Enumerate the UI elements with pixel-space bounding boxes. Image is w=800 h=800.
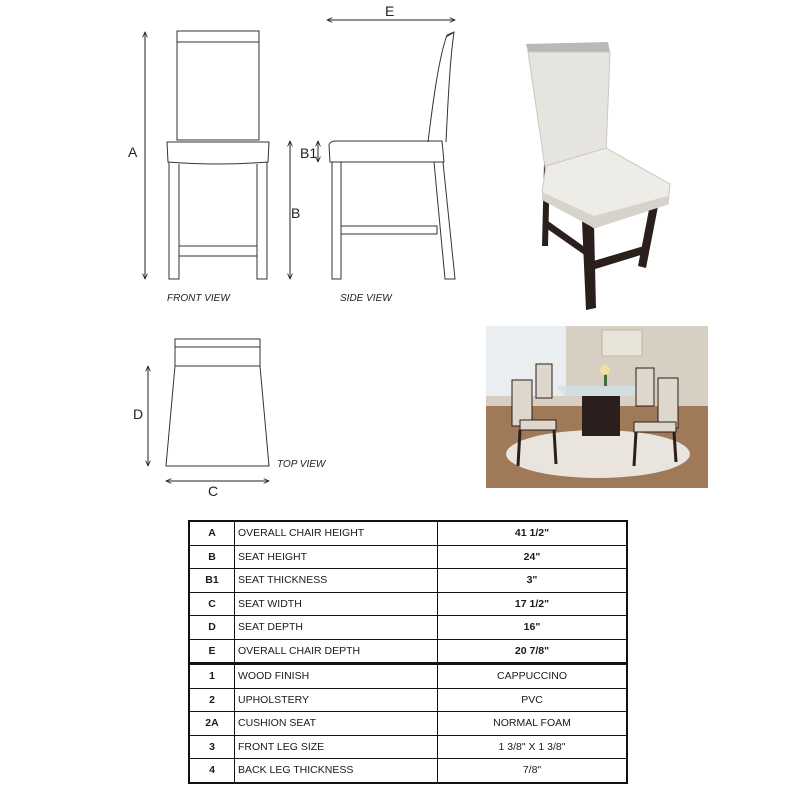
- table-row: [189, 759, 627, 783]
- spec-code: D: [189, 616, 235, 640]
- spec-label: OVERALL CHAIR DEPTH: [235, 639, 438, 664]
- top-view-label: TOP VIEW: [277, 459, 326, 470]
- side-view-label: SIDE VIEW: [340, 293, 392, 304]
- table-row: [189, 712, 627, 736]
- spec-value: NORMAL FOAM: [438, 712, 628, 736]
- spec-value: 1 3/8" X 1 3/8": [438, 735, 628, 759]
- spec-code: 2: [189, 688, 235, 712]
- spec-label: BACK LEG THICKNESS: [235, 759, 438, 783]
- spec-value: 7/8": [438, 759, 628, 783]
- dimension-c: [166, 481, 269, 499]
- table-row: [189, 664, 627, 689]
- spec-code: 4: [189, 759, 235, 783]
- table-row: [189, 639, 627, 664]
- dimension-e: [327, 3, 455, 20]
- front-view-label: FRONT VIEW: [167, 293, 230, 304]
- spec-value: 16": [438, 616, 628, 640]
- spec-label: SEAT WIDTH: [235, 592, 438, 616]
- table-row: [189, 569, 627, 593]
- table-row: [189, 545, 627, 569]
- spec-code: 1: [189, 664, 235, 689]
- spec-value: 17 1/2": [438, 592, 628, 616]
- top-view-drawing: [166, 339, 269, 466]
- spec-code: A: [189, 521, 235, 545]
- spec-code: B: [189, 545, 235, 569]
- dimension-b-label: B: [291, 205, 301, 221]
- spec-code: E: [189, 639, 235, 664]
- spec-value: 24": [438, 545, 628, 569]
- dimension-b1: [300, 141, 318, 162]
- table-row: [189, 521, 627, 545]
- table-row: [189, 688, 627, 712]
- table-row: [189, 735, 627, 759]
- dimension-b: [290, 141, 300, 279]
- dimension-d-label: D: [133, 406, 144, 422]
- table-row: [189, 616, 627, 640]
- spec-value: 41 1/2": [438, 521, 628, 545]
- spec-label: WOOD FINISH: [235, 664, 438, 689]
- spec-code: C: [189, 592, 235, 616]
- dimension-a-label: A: [128, 144, 138, 160]
- spec-code: B1: [189, 569, 235, 593]
- dimension-e-label: E: [385, 3, 395, 19]
- spec-table-body: [189, 521, 627, 783]
- dimension-b1-label: B1: [300, 145, 318, 161]
- spec-label: OVERALL CHAIR HEIGHT: [235, 521, 438, 545]
- dimension-a: [128, 32, 145, 279]
- chair-product-photo: [520, 36, 680, 312]
- spec-table: [188, 520, 628, 784]
- spec-label: SEAT THICKNESS: [235, 569, 438, 593]
- spec-code: 2A: [189, 712, 235, 736]
- spec-value: PVC: [438, 688, 628, 712]
- spec-label: SEAT HEIGHT: [235, 545, 438, 569]
- spec-label: FRONT LEG SIZE: [235, 735, 438, 759]
- front-view-drawing: [167, 31, 269, 279]
- dimension-d: [133, 366, 148, 466]
- side-view-drawing: [329, 32, 455, 279]
- spec-label: SEAT DEPTH: [235, 616, 438, 640]
- table-row: [189, 592, 627, 616]
- dining-set-photo: [486, 326, 708, 488]
- spec-label: UPHOLSTERY: [235, 688, 438, 712]
- spec-value: 3": [438, 569, 628, 593]
- dimension-c-label: C: [208, 483, 219, 499]
- spec-value: CAPPUCCINO: [438, 664, 628, 689]
- spec-value: 20 7/8": [438, 639, 628, 664]
- spec-label: CUSHION SEAT: [235, 712, 438, 736]
- spec-code: 3: [189, 735, 235, 759]
